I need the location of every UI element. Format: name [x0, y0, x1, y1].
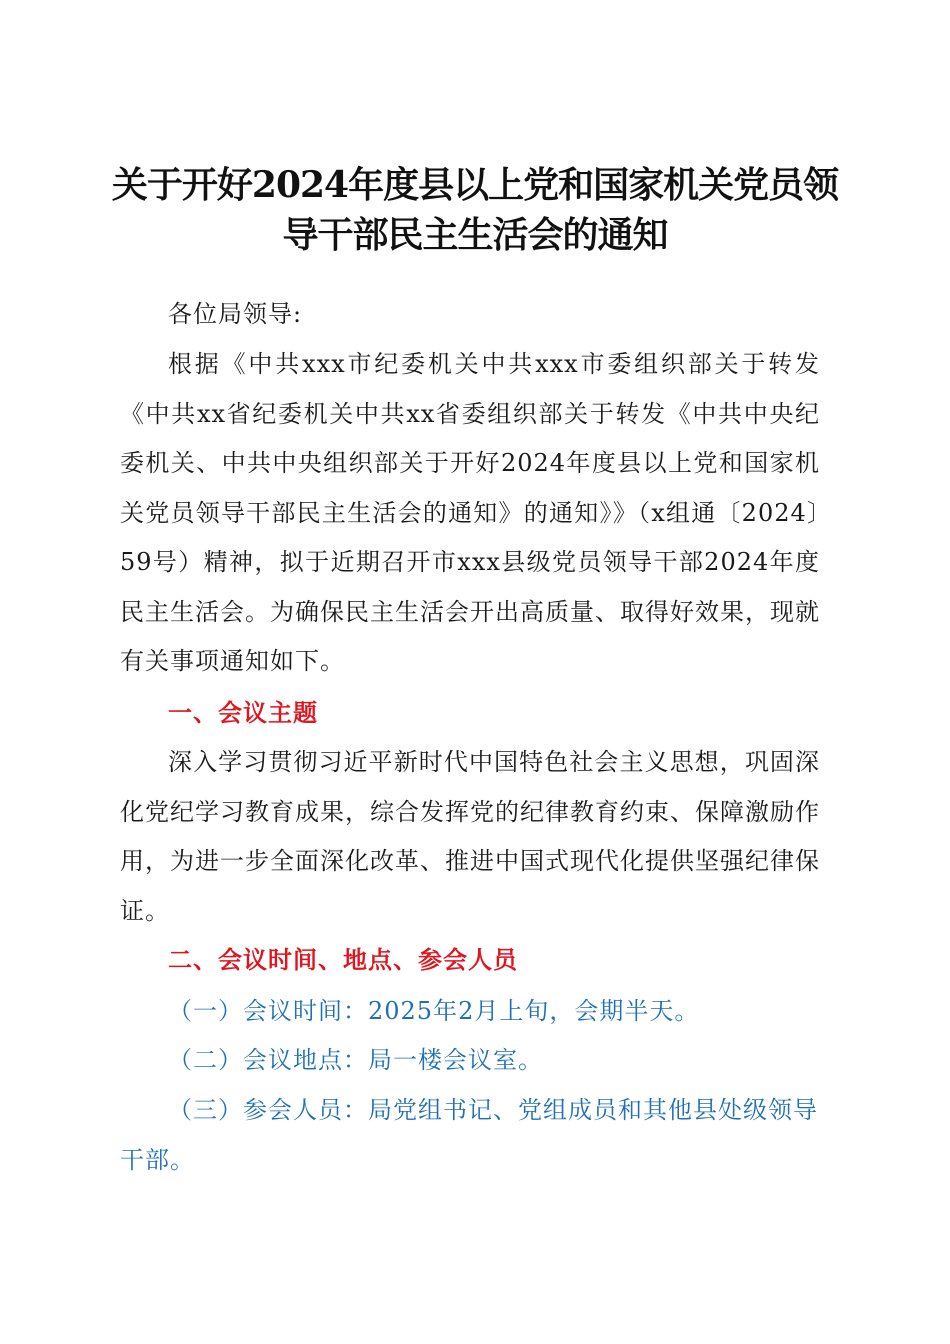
item-attendees: （三）参会人员：局党组书记、党组成员和其他县处级领导干部。 [120, 1096, 818, 1174]
intro-paragraph: 根据《中共xxx市纪委机关中共xxx市委组织部关于转发《中共xx省纪委机关中共xx省委组织部关于转发《中共中央纪委机关、中共中央组织部关于开好2024年度县以上党和国家机关党员领导干部民主生活会的通知》的通知》》（x组通〔2024〕59号）精神，拟于近期召开市xxx县级党员领导干部2024年度民主生活会。为确保民主生活会开出高质量、取得好效果，现就有关事项通知如下。 [120, 350, 820, 675]
salutation: 各位局领导: [168, 300, 303, 328]
item-meeting-location: （二）会议地点：局一楼会议室。 [168, 1046, 543, 1074]
item-meeting-time: （一）会议时间：2025年2月上旬，会期半天。 [168, 997, 700, 1025]
document-title: 关于开好2024年度县以上党和国家机关党员领导干部民主生活会的通知 [111, 164, 839, 256]
theme-paragraph: 深入学习贯彻习近平新时代中国特色社会主义思想，巩固深化党纪学习教育成果，综合发挥党的纪律教育约束、保障激励作用，为进一步全面深化改革、推进中国式现代化提供坚强纪律保证。 [120, 748, 820, 925]
section-heading-arrangements: 二、会议时间、地点、参会人员 [168, 946, 518, 974]
section-heading-theme: 一、会议主题 [168, 699, 318, 727]
